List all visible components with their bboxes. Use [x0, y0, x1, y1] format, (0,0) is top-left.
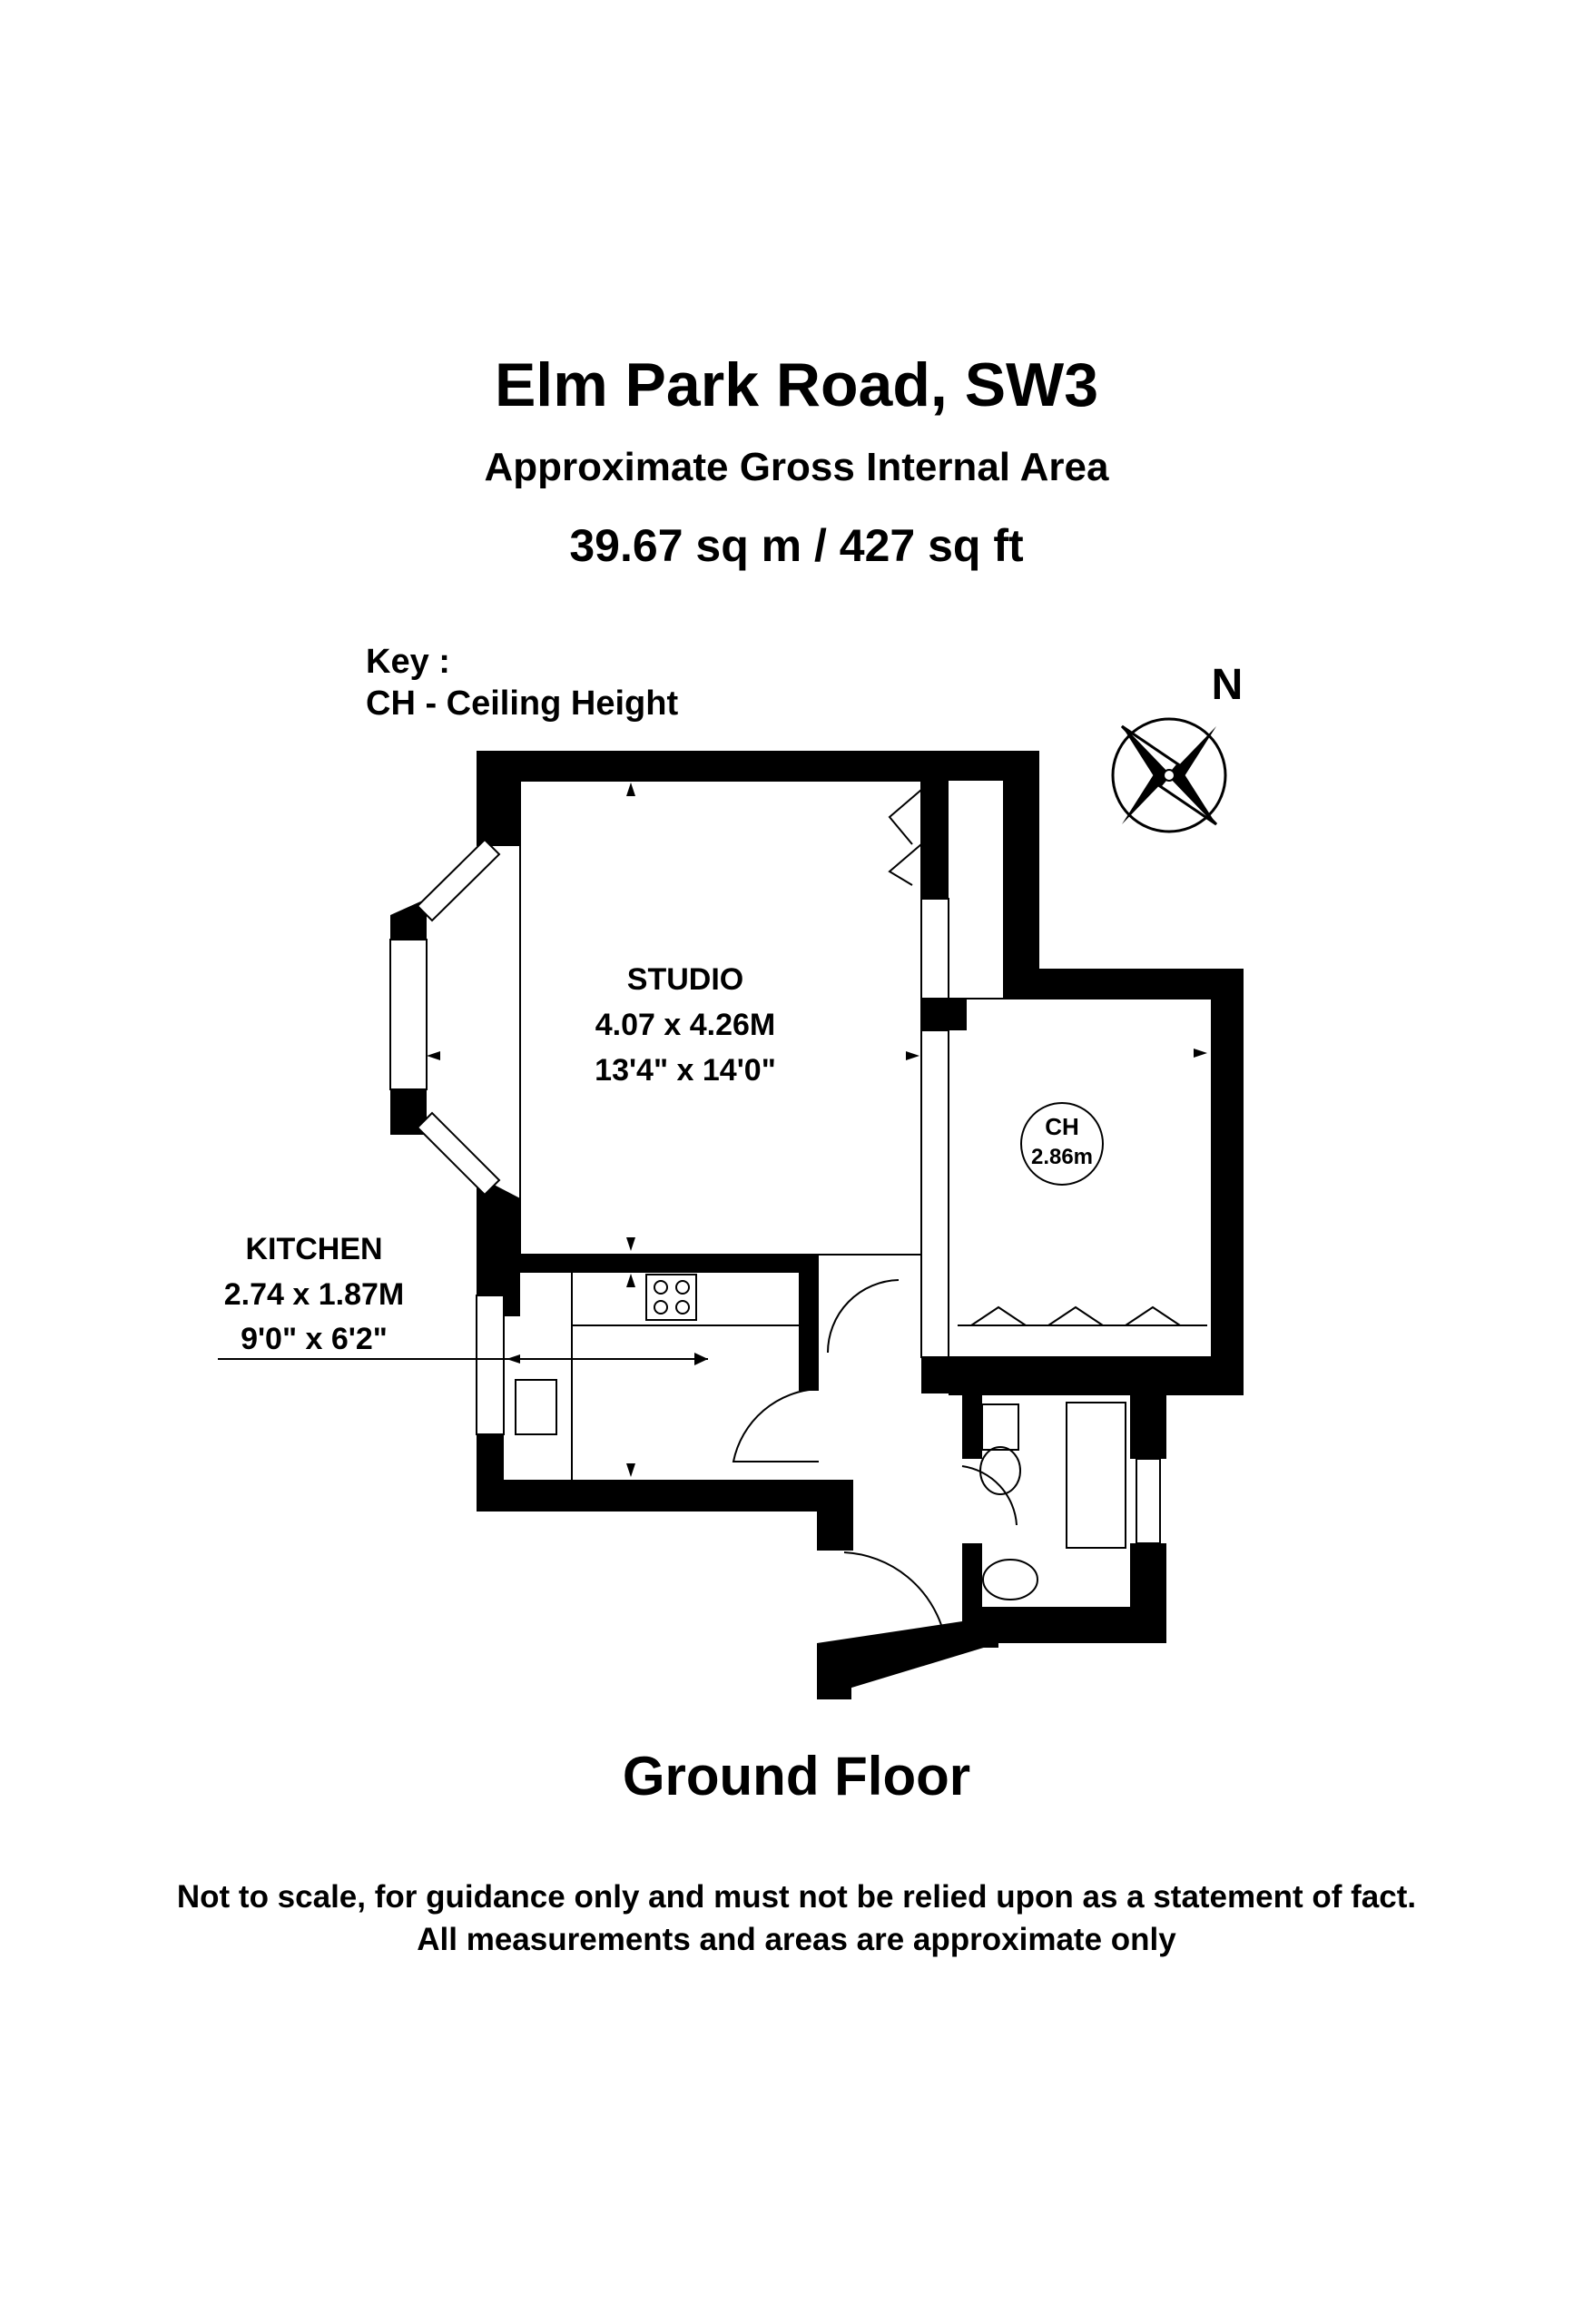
- kitchen-imperial: 9'0" x 6'2": [241, 1322, 388, 1356]
- kitchen-name: KITCHEN: [245, 1232, 383, 1266]
- key-ceiling-height: CH - Ceiling Height: [366, 684, 679, 723]
- studio-imperial: 13'4" x 14'0": [595, 1053, 776, 1088]
- disclaimer-line-2: All measurements and areas are approximate only: [417, 1922, 1176, 1957]
- compass-north-label: N: [1211, 661, 1244, 709]
- plan-subtitle: Approximate Gross Internal Area: [484, 445, 1109, 489]
- gross-area: 39.67 sq m / 427 sq ft: [569, 520, 1024, 571]
- compass-icon: [1113, 719, 1225, 832]
- kitchen-metric: 2.74 x 1.87M: [223, 1277, 405, 1312]
- ceiling-height-label: CH: [1045, 1113, 1079, 1140]
- floor-label: Ground Floor: [622, 1746, 971, 1807]
- walls: [390, 751, 1244, 1699]
- key-title: Key :: [366, 643, 450, 681]
- studio-name: STUDIO: [626, 962, 744, 997]
- studio-metric: 4.07 x 4.26M: [595, 1008, 776, 1042]
- disclaimer-line-1: Not to scale, for guidance only and must not be relied upon as a statement of fact.: [176, 1879, 1417, 1915]
- plan-title: Elm Park Road, SW3: [494, 350, 1099, 419]
- ceiling-height-value: 2.86m: [1030, 1145, 1094, 1169]
